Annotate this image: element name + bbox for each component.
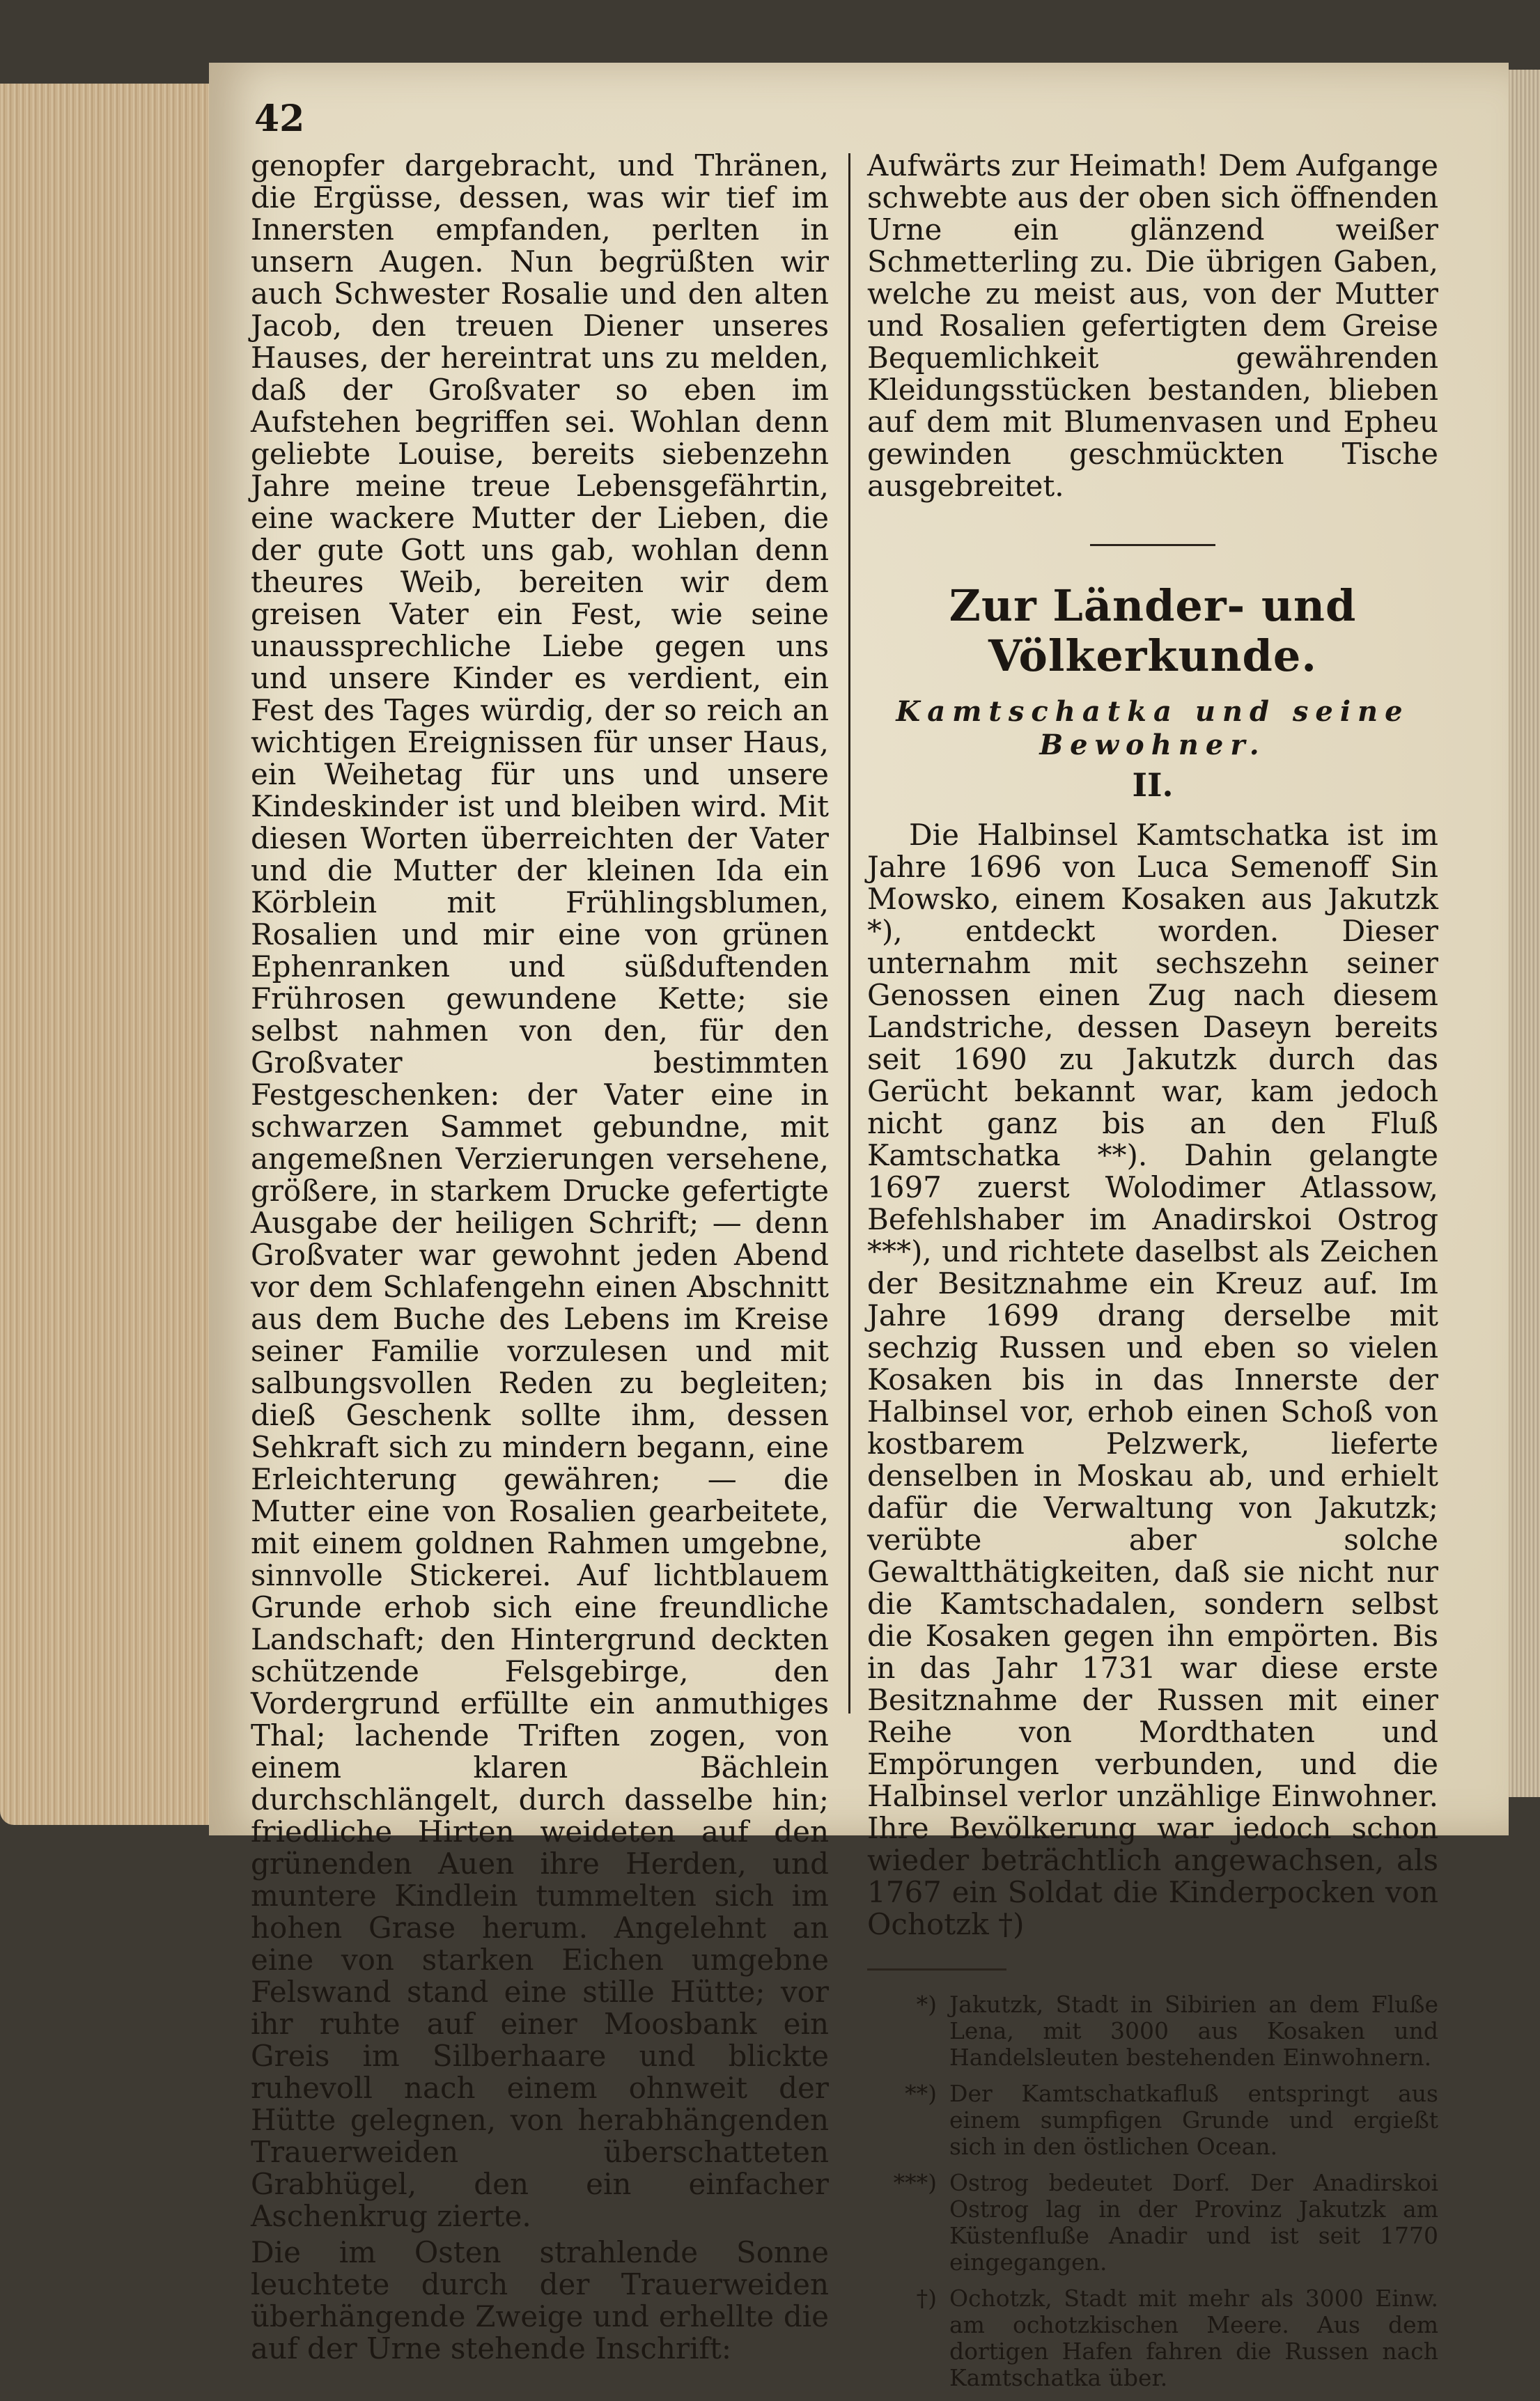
footnote-text: Der Kamtschatkafluß entspringt aus einem sumpfigen Grunde und ergießt sich in den östlichen Ocean. [949, 2080, 1438, 2160]
footnote-text: Ochotzk, Stadt mit mehr als 3000 Einw. am ochotzkischen Meere. Aus dem dortigen Hafen fahren die Russen nach Kamtschatka über. [949, 2285, 1438, 2391]
footnote [867, 2081, 1438, 2160]
article-title: Kamtschatka und seine Bewohner. [896, 695, 1410, 761]
footnote-mark: †) [916, 2285, 937, 2312]
footnote-separator [867, 1968, 1006, 1971]
footnote-text: Jakutzk, Stadt in Sibirien an dem Fluße Lena, mit 3000 aus Kosaken und Handelsleuten bestehenden Einwohnern. [949, 1991, 1438, 2071]
left-paragraph-2: Die im Osten strahlende Sonne leuchtete durch der Trauerweiden überhängende Zweige und erhellte die auf der Urne stehende Inschrift: [251, 2235, 829, 2365]
footnote [867, 2170, 1438, 2276]
book-page-edges [0, 84, 209, 1825]
section-heading: Zur Länder- und Völkerkunde. [949, 580, 1357, 681]
article-body: Die Halbinsel Kamtschatka ist im Jahre 1696 von Luca Semenoff Sin Mowsko, einem Kosaken aus Jakutzk *), entdeckt worden. Dieser unternahm mit sechszehn seiner Genossen einen Zug nach diesem Landstriche, dessen Daseyn bereits seit 1690 zu Jakutzk durch das Gerücht bekannt war, kam jedoch nicht ganz bis an den Fluß Kamtschatka **). Dahin gelangte 1697 zuerst Wolodimer Atlassow, Befehlshaber im Anadirskoi Ostrog ***), und richtete daselbst als Zeichen der Besitznahme ein Kreuz auf. Im Jahre 1699 drang derselbe mit sechzig Russen und eben so vielen Kosaken bis in das Innerste der Halbinsel vor, erhob einen Schoß von kostbarem Pelzwerk, lieferte denselben in Moskau ab, und erhielt dafür die Verwaltung von Jakutzk; verübte aber solche Gewaltthätigkeiten, daß sie nicht nur die Kamtschadalen, sondern selbst die Kosaken gegen ihn empörten. Bis in das Jahr 1731 war diese erste Besitznahme der Russen mit einer Reihe von Mordthaten und Empörungen verbunden, und die Halbinsel verlor unzählige Einwohner. Ihre Bevölkerung war jedoch schon wieder beträchtlich angewachsen, als 1767 ein Soldat die Kinderpocken von Ochotzk †) [867, 818, 1438, 1941]
footnote-mark: **) [905, 2080, 937, 2107]
section-separator [1090, 544, 1215, 546]
column-divider [848, 153, 850, 1714]
footnote [867, 2285, 1438, 2391]
left-column [251, 150, 829, 2369]
footnote [867, 1991, 1438, 2071]
right-page-edges [1509, 70, 1540, 1797]
intro-paragraph: Aufwärts zur Heimath! Dem Aufgange schwebte aus der oben sich öffnenden Urne ein glänzend weißer Schmetterling zu. Die übrigen Gaben, welche zu meist aus, von der Mutter und Rosalien gefertigten dem Greise Bequemlichkeit gewährenden Kleidungsstücken bestanden, blieben auf dem mit Blumenvasen und Epheu gewinden geschmückten Tische ausgebreitet. [867, 148, 1438, 503]
footnote-mark: *) [916, 1991, 937, 2018]
left-paragraph-1: genopfer dargebracht, und Thränen, die Ergüsse, dessen, was wir tief im Innersten empfanden, perlten in unsern Augen. Nun begrüßten wir auch Schwester Rosalie und den alten Jacob, den treuen Diener unseres Hauses, der hereintrat uns zu melden, daß der Großvater so eben im Aufstehen begriffen sei. Wohlan denn geliebte Louise, bereits siebenzehn Jahre meine treue Lebensgefährtin, eine wackere Mutter der Lieben, die der gute Gott uns gab, wohlan denn theures Weib, bereiten wir dem greisen Vater ein Fest, wie seine unaussprechliche Liebe gegen uns und unsere Kinder es verdient, ein Fest des Tages würdig, der so reich an wichtigen Ereignissen für unser Haus, ein Weihetag für uns und unsere Kindeskinder ist und bleiben wird. Mit diesen Worten überreichten der Vater und die Mutter der kleinen Ida ein Körblein mit Frühlingsblumen, Rosalien und mir eine von grünen Ephenranken und süßduftenden Frührosen gewundene Kette; sie selbst nahmen von den, für den Großvater bestimmten Festgeschenken: der Vater eine in schwarzen Sammet gebundne, mit angemeßnen Verzierungen versehene, größere, in starkem Drucke gefertigte Ausgabe der heiligen Schrift; — denn Großvater war gewohnt jeden Abend vor dem Schlafengehn einen Abschnitt aus dem Buche des Lebens im Kreise seiner Familie vorzulesen und mit salbungsvollen Reden zu begleiten; dieß Geschenk sollte ihm, dessen Sehkraft sich zu mindern begann, eine Erleichterung gewähren; — die Mutter eine von Rosalien gearbeitete, mit einem goldnen Rahmen umgebne, sinnvolle Stickerei. Auf lichtblauem Grunde erhob sich eine freundliche Landschaft; den Hintergrund deckten schützende Felsgebirge, den Vordergrund erfüllte ein anmuthiges Thal; lachende Triften zogen, von einem klaren Bächlein durchschlängelt, durch dasselbe hin; friedliche Hirten weideten auf den grünenden Auen ihre Herden, und muntere Kindlein tummelten sich im hohen Grase herum. Angelehnt an eine von starken Eichen umgebne Felswand stand eine stille Hütte; vor ihr ruhte auf einer Moosbank ein Greis im Silberhaare und blickte ruhevoll nach einem ohnweit der Hütte gelegnen, von herabhängenden Trauerweiden überschatteten Grabhügel, den ein einfacher Aschenkrug zierte. [251, 148, 829, 2233]
page-number: 42 [254, 98, 305, 140]
right-column [867, 150, 1438, 2401]
footnote-mark: ***) [893, 2169, 937, 2196]
section-number: II. [1132, 766, 1174, 804]
footnote-text: Ostrog bedeutet Dorf. Der Anadirskoi Ostrog lag in der Provinz Jakutzk am Küstenfluße Anadir und ist seit 1770 eingegangen. [949, 2169, 1438, 2276]
